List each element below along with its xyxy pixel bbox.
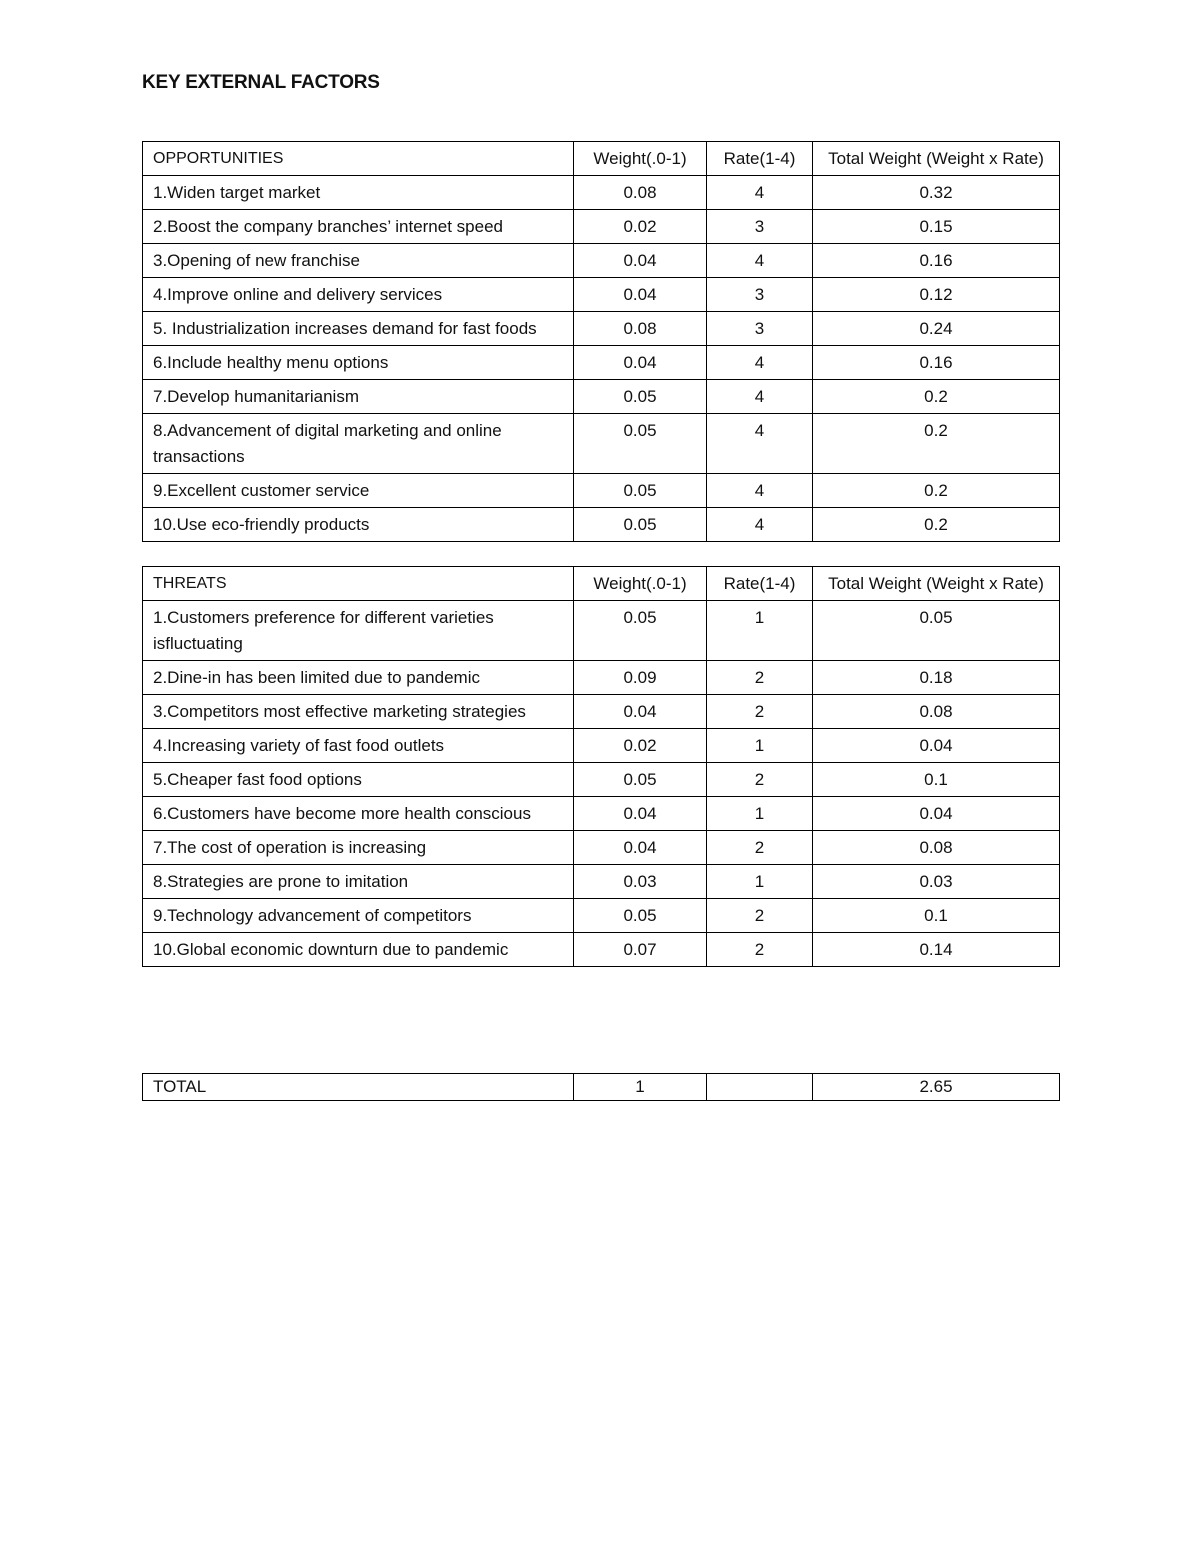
header-total-weight: Total Weight (Weight x Rate) — [813, 142, 1060, 176]
weight-cell: 0.05 — [574, 508, 707, 542]
total-weight-cell: 0.05 — [813, 601, 1060, 661]
factor-cell: 1.Widen target market — [143, 176, 574, 210]
total-weight-cell: 0.15 — [813, 210, 1060, 244]
rate-cell: 4 — [707, 414, 813, 474]
factor-cell: 10.Global economic downturn due to pandemic — [143, 933, 574, 967]
rate-cell: 2 — [707, 695, 813, 729]
factor-cell: 3.Competitors most effective marketing strategies — [143, 695, 574, 729]
table-row — [143, 899, 1060, 933]
header-weight: Weight(.0-1) — [574, 142, 707, 176]
weight-cell: 0.04 — [574, 346, 707, 380]
total-weight-cell: 0.16 — [813, 346, 1060, 380]
rate-cell: 2 — [707, 661, 813, 695]
factor-cell: 5.Cheaper fast food options — [143, 763, 574, 797]
header-factor: THREATS — [143, 567, 574, 601]
total-weight-cell: 0.16 — [813, 244, 1060, 278]
factor-cell: 2.Boost the company branches’ internet speed — [143, 210, 574, 244]
opportunities-table — [142, 141, 1060, 542]
header-total-weight: Total Weight (Weight x Rate) — [813, 567, 1060, 601]
total-weight-cell: 0.18 — [813, 661, 1060, 695]
header-rate: Rate(1-4) — [707, 567, 813, 601]
table-row — [143, 831, 1060, 865]
weight-cell: 0.05 — [574, 380, 707, 414]
total-row — [143, 1074, 1060, 1101]
total-weight-cell: 0.04 — [813, 729, 1060, 763]
table-row — [143, 278, 1060, 312]
rate-cell: 1 — [707, 601, 813, 661]
weight-cell: 0.05 — [574, 763, 707, 797]
factor-cell: 10.Use eco-friendly products — [143, 508, 574, 542]
total-weight-cell: 0.1 — [813, 763, 1060, 797]
table-row — [143, 508, 1060, 542]
total-weight-cell: 0.08 — [813, 831, 1060, 865]
table-row — [143, 729, 1060, 763]
total-weight-cell: 0.2 — [813, 380, 1060, 414]
table-row — [143, 176, 1060, 210]
rate-cell: 4 — [707, 346, 813, 380]
table-row — [143, 244, 1060, 278]
table-row — [143, 763, 1060, 797]
weight-cell: 0.02 — [574, 210, 707, 244]
weight-cell: 0.04 — [574, 797, 707, 831]
weight-cell: 0.04 — [574, 278, 707, 312]
total-weight-cell: 0.08 — [813, 695, 1060, 729]
total-weight-cell: 0.2 — [813, 508, 1060, 542]
factor-cell: 1.Customers preference for different varieties isfluctuating — [143, 601, 574, 661]
total-weight-cell: 0.2 — [813, 474, 1060, 508]
table-row — [143, 380, 1060, 414]
table-row — [143, 933, 1060, 967]
table-header-row — [143, 567, 1060, 601]
table-header-row — [143, 142, 1060, 176]
factor-cell: 7.Develop humanitarianism — [143, 380, 574, 414]
rate-cell: 4 — [707, 176, 813, 210]
factor-cell: 4.Improve online and delivery services — [143, 278, 574, 312]
total-table — [142, 1073, 1060, 1101]
factor-cell: 6.Include healthy menu options — [143, 346, 574, 380]
factor-cell: 2.Dine-in has been limited due to pandemic — [143, 661, 574, 695]
weight-cell: 0.09 — [574, 661, 707, 695]
factor-cell: 9.Technology advancement of competitors — [143, 899, 574, 933]
table-row — [143, 312, 1060, 346]
total-weight-cell: 0.12 — [813, 278, 1060, 312]
factor-cell: 8.Strategies are prone to imitation — [143, 865, 574, 899]
header-weight: Weight(.0-1) — [574, 567, 707, 601]
weight-cell: 0.07 — [574, 933, 707, 967]
weight-cell: 0.05 — [574, 601, 707, 661]
table-row — [143, 695, 1060, 729]
factor-cell: 8.Advancement of digital marketing and online transactions — [143, 414, 574, 474]
factor-cell: 9.Excellent customer service — [143, 474, 574, 508]
weight-cell: 0.03 — [574, 865, 707, 899]
table-row — [143, 797, 1060, 831]
rate-cell: 2 — [707, 763, 813, 797]
factor-cell: 5. Industrialization increases demand for fast foods — [143, 312, 574, 346]
total-weight-cell: 0.1 — [813, 899, 1060, 933]
total-weight-cell: 0.14 — [813, 933, 1060, 967]
rate-cell: 1 — [707, 797, 813, 831]
total-weight-cell: 0.03 — [813, 865, 1060, 899]
total-weighted-score: 2.65 — [813, 1074, 1060, 1101]
rate-cell: 2 — [707, 899, 813, 933]
rate-cell: 4 — [707, 244, 813, 278]
weight-cell: 0.05 — [574, 474, 707, 508]
table-row — [143, 414, 1060, 474]
rate-cell: 2 — [707, 933, 813, 967]
rate-cell: 4 — [707, 474, 813, 508]
header-rate: Rate(1-4) — [707, 142, 813, 176]
factor-cell: 7.The cost of operation is increasing — [143, 831, 574, 865]
factor-cell: 3.Opening of new franchise — [143, 244, 574, 278]
table-row — [143, 865, 1060, 899]
weight-cell: 0.02 — [574, 729, 707, 763]
weight-cell: 0.05 — [574, 899, 707, 933]
factor-cell: 6.Customers have become more health conscious — [143, 797, 574, 831]
rate-cell: 3 — [707, 210, 813, 244]
weight-cell: 0.04 — [574, 831, 707, 865]
page-title: KEY EXTERNAL FACTORS — [142, 72, 380, 93]
rate-cell: 4 — [707, 508, 813, 542]
table-row — [143, 346, 1060, 380]
weight-cell: 0.04 — [574, 244, 707, 278]
weight-cell: 0.08 — [574, 312, 707, 346]
weight-cell: 0.04 — [574, 695, 707, 729]
weight-cell: 0.05 — [574, 414, 707, 474]
rate-cell: 4 — [707, 380, 813, 414]
table-row — [143, 210, 1060, 244]
total-weight-cell: 0.2 — [813, 414, 1060, 474]
rate-cell: 3 — [707, 278, 813, 312]
total-weight-sum: 1 — [574, 1074, 707, 1101]
table-row — [143, 601, 1060, 661]
table-row — [143, 474, 1060, 508]
threats-table — [142, 566, 1060, 967]
rate-cell: 1 — [707, 729, 813, 763]
table-row — [143, 661, 1060, 695]
total-rate — [707, 1074, 813, 1101]
factor-cell: 4.Increasing variety of fast food outlets — [143, 729, 574, 763]
header-factor: OPPORTUNITIES — [143, 142, 574, 176]
total-weight-cell: 0.24 — [813, 312, 1060, 346]
rate-cell: 3 — [707, 312, 813, 346]
total-weight-cell: 0.32 — [813, 176, 1060, 210]
total-label: TOTAL — [143, 1074, 574, 1101]
weight-cell: 0.08 — [574, 176, 707, 210]
total-weight-cell: 0.04 — [813, 797, 1060, 831]
rate-cell: 2 — [707, 831, 813, 865]
rate-cell: 1 — [707, 865, 813, 899]
